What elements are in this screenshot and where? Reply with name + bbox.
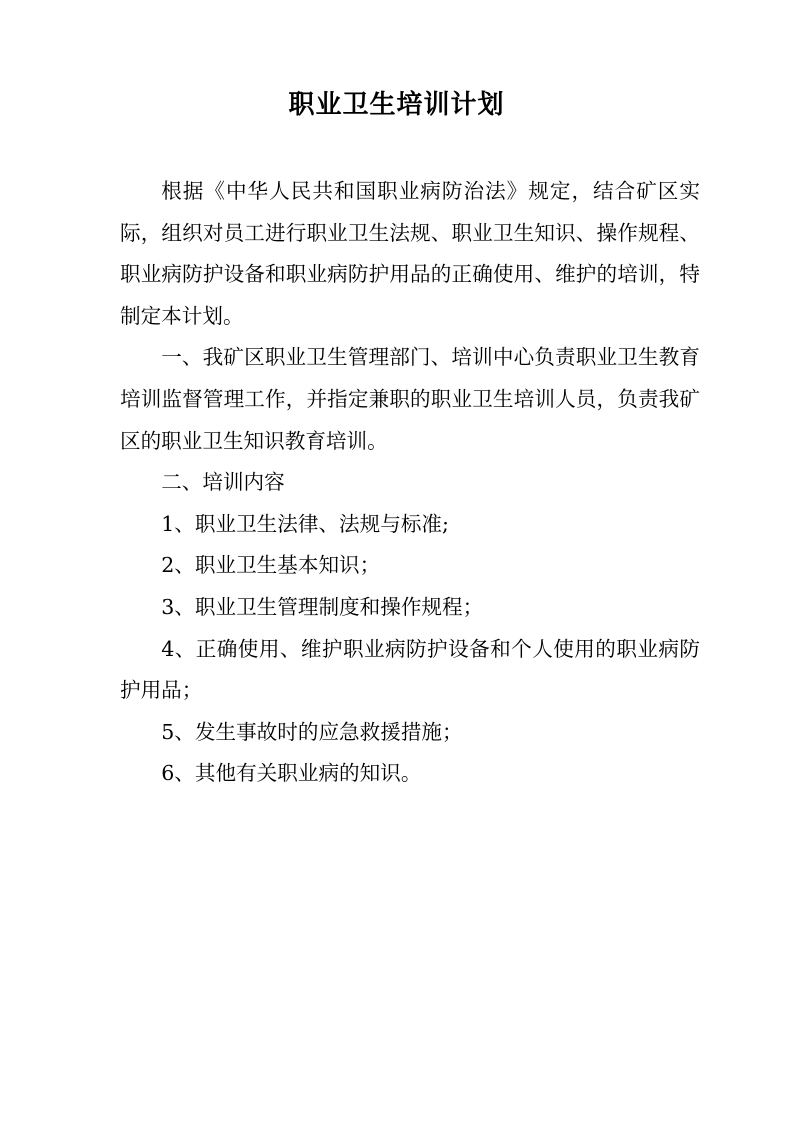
document-title: 职业卫生培训计划 [288, 90, 505, 120]
section-two-heading: 二、培训内容 [161, 470, 285, 495]
list-item: 5、发生事故时的应急救援措施； [161, 719, 463, 744]
document-body [120, 171, 700, 795]
list-item: 4、正确使用、维护职业病防护设备和个人使用的职业病防护用品； [120, 636, 700, 703]
intro-paragraph: 根据《中华人民共和国职业病防治法》规定，结合矿区实际，组织对员工进行职业卫生法规、职业卫生知识、操作规程、职业病防护设备和职业病防护用品的正确使用、维护的培训，特制定本计划。 [120, 179, 700, 328]
list-item: 3、职业卫生管理制度和操作规程； [161, 594, 484, 619]
list-item: 2、职业卫生基本知识； [161, 553, 381, 578]
list-item: 6、其他有关职业病的知识。 [161, 761, 422, 786]
list-item: 1、职业卫生法律、法规与标准; [161, 511, 449, 536]
section-one-paragraph: 一、我矿区职业卫生管理部门、培训中心负责职业卫生教育培训监督管理工作，并指定兼职的职业卫生培训人员，负责我矿区的职业卫生知识教育培训。 [120, 345, 700, 453]
